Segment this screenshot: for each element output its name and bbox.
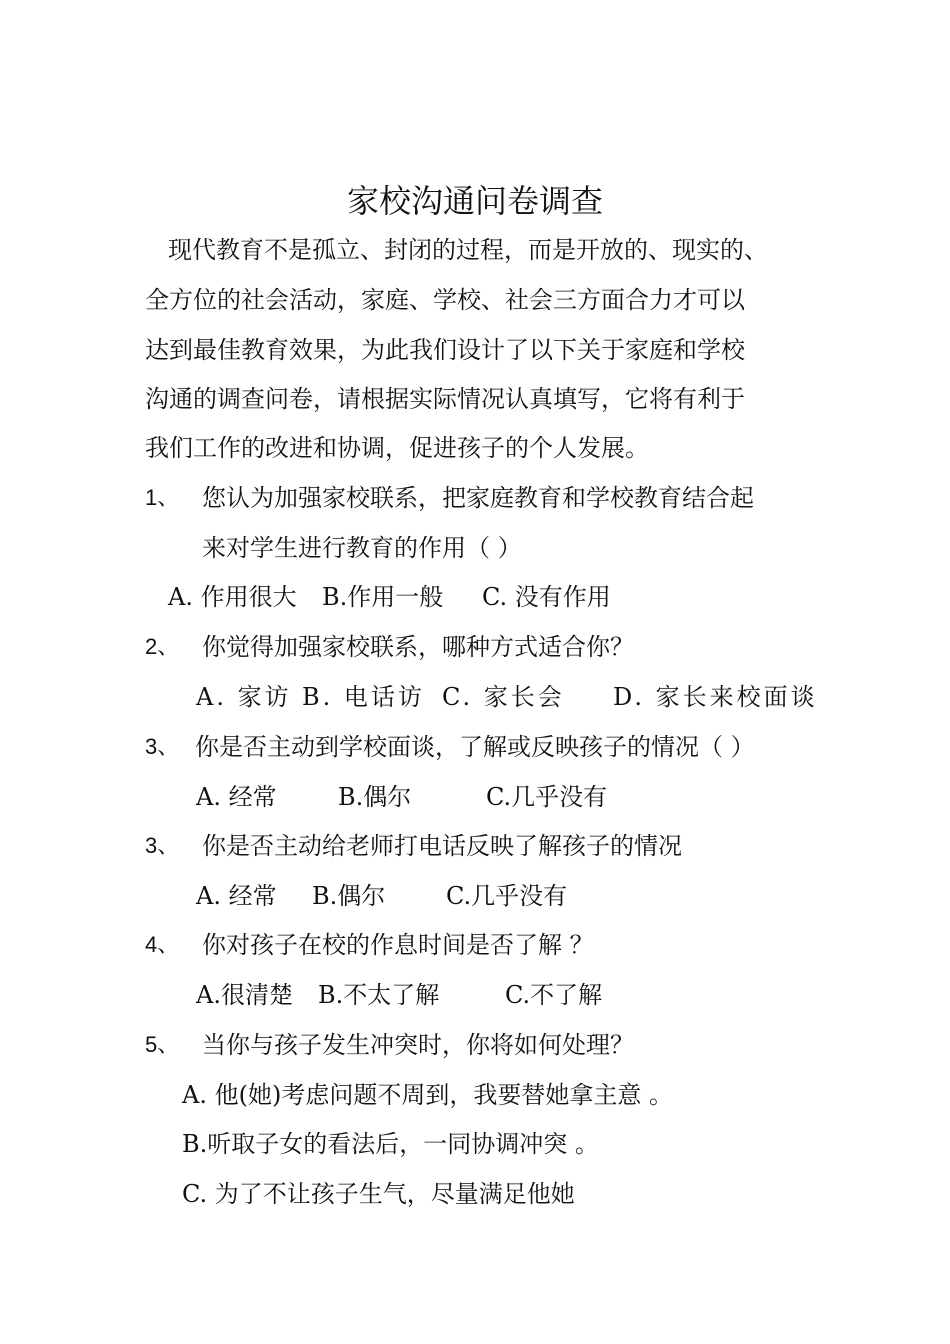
question-4-number: 4、 xyxy=(145,932,180,957)
intro-line-1: 现代教育不是孤立、封闭的过程，而是开放的、现实的、 xyxy=(168,236,768,264)
intro-line-4: 沟通的调查问卷，请根据实际情况认真填写，它将有利于 xyxy=(145,385,745,413)
question-3b-text-line-1: 你是否主动给老师打电话反映了解孩子的情况 xyxy=(202,832,682,860)
question-5-text-line-1: 当你与孩子发生冲突时，你将如何处理？ xyxy=(202,1031,634,1059)
question-3b-number: 3、 xyxy=(145,833,180,858)
question-1-text-line-1: 您认为加强家校联系，把家庭教育和学校教育结合起 xyxy=(202,484,754,512)
question-1-text-line-2: 来对学生进行教育的作用（ ） xyxy=(202,534,522,562)
question-3-number: 3、 xyxy=(145,734,180,759)
page-title: 家校沟通问卷调查 xyxy=(346,182,603,220)
question-1-option-c: C. 没有作用 xyxy=(482,583,611,611)
intro-line-3: 达到最佳教育效果，为此我们设计了以下关于家庭和学校 xyxy=(145,336,745,364)
question-3-option-c: C.几乎没有 xyxy=(486,783,608,811)
intro-line-2: 全方位的社会活动，家庭、学校、社会三方面合力才可以 xyxy=(145,286,745,314)
question-2-text-line-1: 你觉得加强家校联系，哪种方式适合你？ xyxy=(202,633,634,661)
question-4-option-a: A.很清楚 xyxy=(196,981,293,1009)
question-3-text-line-1: 你是否主动到学校面谈，了解或反映孩子的情况（ ） xyxy=(195,733,755,761)
question-3-option-a: A. 经常 xyxy=(196,783,277,811)
question-5-option-c: C. 为了不让孩子生气，尽量满足他她 xyxy=(182,1180,575,1208)
question-5-option-b: B.听取子女的看法后，一同协调冲突 。 xyxy=(182,1130,599,1158)
question-2-option-b: B. 电话访 xyxy=(302,683,425,711)
intro-line-5: 我们工作的改进和协调，促进孩子的个人发展。 xyxy=(145,434,649,462)
question-2-option-d: D. 家长来校面谈 xyxy=(613,683,818,711)
question-4-option-b: B.不太了解 xyxy=(318,981,440,1009)
question-5-number: 5、 xyxy=(145,1032,180,1057)
question-2-option-a: A. 家访 xyxy=(196,683,292,711)
question-3-option-b: B.偶尔 xyxy=(338,783,412,811)
question-1-number: 1、 xyxy=(145,485,180,510)
question-2-number: 2、 xyxy=(145,634,180,659)
question-3b-option-c: C.几乎没有 xyxy=(446,882,568,910)
question-1-option-b: B.作用一般 xyxy=(322,583,444,611)
question-4-text-line-1: 你对孩子在校的作息时间是否了解 ？ xyxy=(202,931,594,959)
question-1-option-a: A. 作用很大 xyxy=(168,583,297,611)
question-3b-option-b: B.偶尔 xyxy=(312,882,386,910)
question-2-option-c: C. 家长会 xyxy=(442,683,565,711)
question-4-option-c: C.不了解 xyxy=(505,981,603,1009)
question-3b-option-a: A. 经常 xyxy=(196,882,277,910)
question-5-option-a: A. 他(她)考虑问题不周到，我要替她拿主意 。 xyxy=(182,1081,673,1109)
